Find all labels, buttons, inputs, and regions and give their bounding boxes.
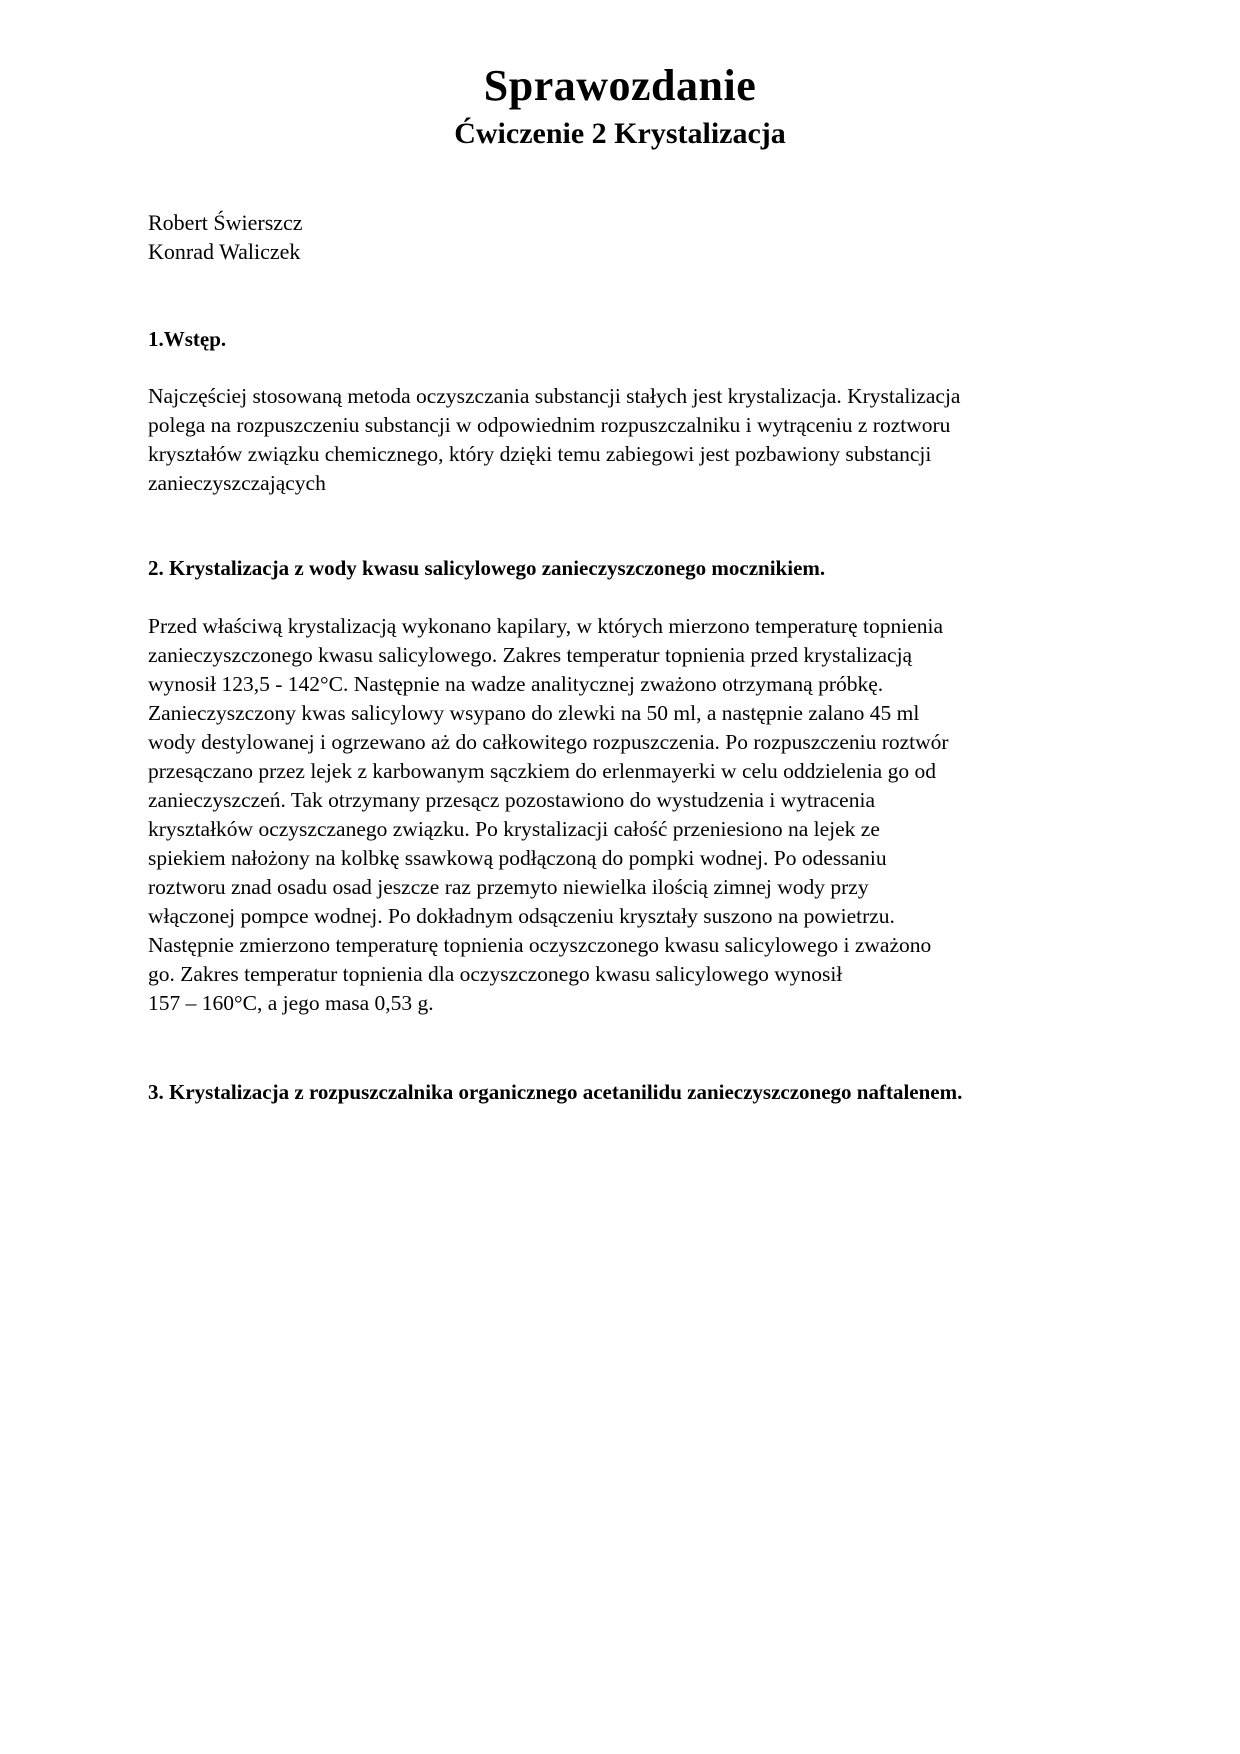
- section-heading-water-crystallization: 2. Krystalizacja z wody kwasu salicylowego zanieczyszczonego mocznikiem.: [148, 556, 826, 580]
- paragraph-line: zanieczyszczonego kwasu salicylowego. Zakres temperatur topnienia przed krystalizacją: [148, 643, 913, 667]
- document-title: Sprawozdanie: [483, 61, 757, 110]
- paragraph-line: roztworu znad osadu osad jeszcze raz przemyto niewielka ilością zimnej wody przy: [148, 875, 869, 899]
- paragraph-line: zanieczyszczających: [148, 471, 326, 495]
- paragraph-line: wody destylowanej i ogrzewano aż do całkowitego rozpuszczenia. Po rozpuszczeniu roztwór: [148, 730, 949, 754]
- paragraph-line: polega na rozpuszczeniu substancji w odpowiednim rozpuszczalniku i wytrąceniu z roztworu: [148, 413, 951, 437]
- paragraph-line: przesączano przez lejek z karbowanym sączkiem do erlenmayerki w celu oddzielenia go od: [148, 759, 936, 783]
- paragraph-line: wynosił 123,5 - 142°C. Następnie na wadze analitycznej zważono otrzymaną próbkę.: [148, 672, 884, 696]
- document-subtitle: Ćwiczenie 2 Krystalizacja: [454, 117, 786, 150]
- paragraph-line: Następnie zmierzono temperaturę topnienia oczyszczonego kwasu salicylowego i zważono: [148, 933, 932, 957]
- paragraph-line: włączonej pompce wodnej. Po dokładnym odsączeniu kryształy suszono na powietrzu.: [148, 904, 895, 928]
- author-name: Konrad Waliczek: [148, 239, 301, 264]
- section-heading-intro: 1.Wstęp.: [148, 327, 227, 351]
- paragraph-line: 157 – 160°C, a jego masa 0,53 g.: [148, 991, 434, 1015]
- section-paragraph-water-crystallization: [148, 612, 1108, 1018]
- section-paragraph-intro: [148, 382, 1108, 498]
- paragraph-line: kryształów związku chemicznego, który dzięki temu zabiegowi jest pozbawiony substancji: [148, 442, 932, 466]
- paragraph-line: Najczęściej stosowaną metoda oczyszczania substancji stałych jest krystalizacja. Krystalizacja: [148, 384, 961, 408]
- paragraph-line: kryształków oczyszczanego związku. Po krystalizacji całość przeniesiono na lejek ze: [148, 817, 880, 841]
- section-heading-organic-crystallization: 3. Krystalizacja z rozpuszczalnika organicznego acetanilidu zanieczyszczonego naftalenem.: [148, 1080, 963, 1104]
- paragraph-line: spiekiem nałożony na kolbkę ssawkową podłączoną do pompki wodnej. Po odessaniu: [148, 846, 887, 870]
- paragraph-line: go. Zakres temperatur topnienia dla oczyszczonego kwasu salicylowego wynosił: [148, 962, 843, 986]
- author-list: [148, 208, 303, 266]
- author-name: Robert Świerszcz: [148, 210, 303, 235]
- paragraph-line: Przed właściwą krystalizacją wykonano kapilary, w których mierzono temperaturę topnienia: [148, 614, 944, 638]
- paragraph-line: zanieczyszczeń. Tak otrzymany przesącz pozostawiono do wystudzenia i wytracenia: [148, 788, 875, 812]
- paragraph-line: Zanieczyszczony kwas salicylowy wsypano do zlewki na 50 ml, a następnie zalano 45 ml: [148, 701, 920, 725]
